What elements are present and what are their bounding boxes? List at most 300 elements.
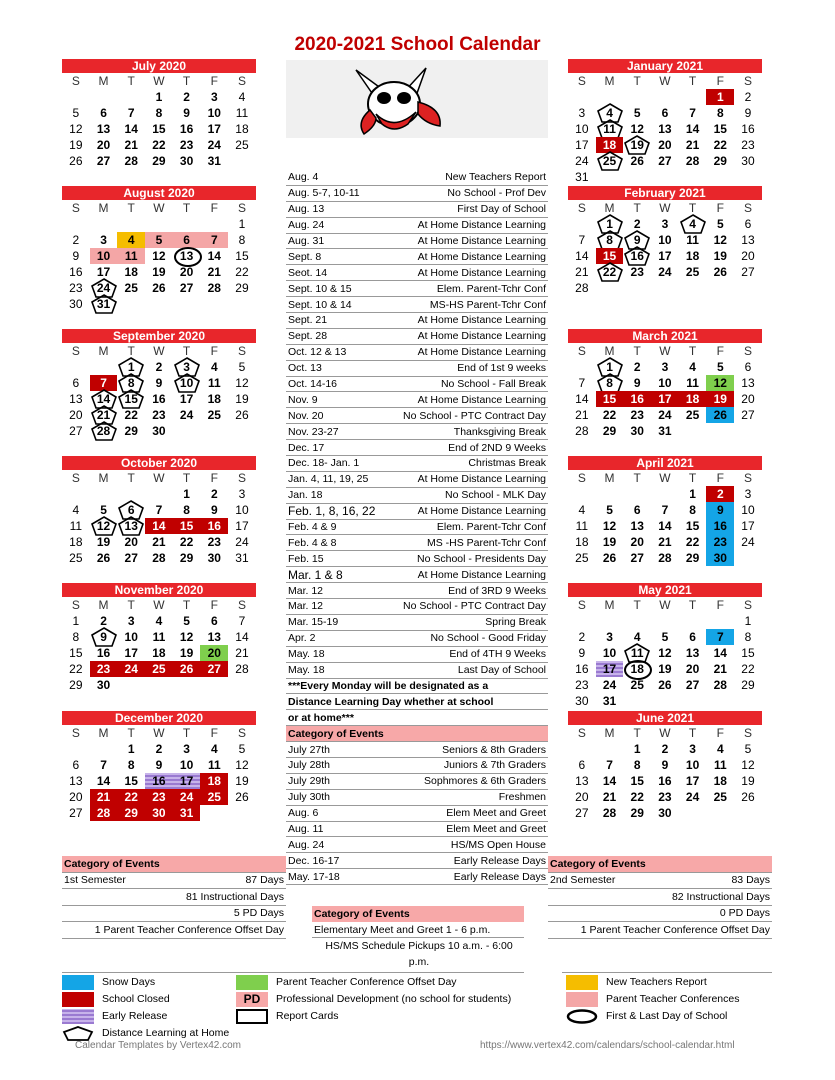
day-cell: 25 (207, 408, 221, 422)
month-header: November 2020 (62, 583, 256, 597)
day-cell: 16 (200, 518, 228, 534)
event-name: No School - Prof Dev (447, 187, 546, 200)
day-cell: 23 (630, 408, 644, 422)
day-cell (623, 613, 651, 629)
day-cell (62, 741, 90, 757)
weekday-label: F (210, 471, 218, 485)
day-cell: 1 (127, 742, 135, 756)
day-cell: 15 (596, 391, 624, 407)
day-cell (596, 821, 624, 837)
day-cell: 18 (207, 392, 221, 406)
event-date: Sept. 28 (288, 330, 328, 343)
legend-distance: Distance Learning at Home (102, 1027, 230, 1039)
day-cell (623, 693, 651, 709)
schedule-pickup-row: HS/MS Schedule Pickups 10 a.m. - 6:00 p.m. (325, 940, 513, 968)
day-cell: 31 (602, 694, 617, 708)
day-cell (651, 821, 679, 837)
day-cell: 8 (183, 503, 190, 517)
weekday-label: T (633, 344, 641, 358)
event-name: Elem. Parent-Tchr Conf (436, 521, 546, 534)
event-name: At Home Distance Learning (417, 505, 546, 518)
day-cell: 24 (173, 789, 201, 805)
day-cell: 15 (741, 646, 755, 660)
day-cell (173, 296, 201, 312)
day-cell: 27 (69, 806, 83, 820)
day-cell: 17 (658, 249, 672, 263)
day-cell: 1 (744, 614, 752, 628)
weekday-label: T (182, 726, 191, 740)
weekday-label: F (716, 471, 724, 485)
day-cell: 14 (575, 249, 589, 263)
day-cell: 22 (685, 535, 700, 549)
day-cell: 17 (179, 392, 194, 406)
day-cell: 30 (145, 805, 173, 821)
day-cell: 12 (658, 646, 672, 660)
weekday-label: M (604, 344, 615, 358)
day-cell: 6 (173, 232, 201, 248)
weekday-label: T (182, 74, 191, 88)
day-cell: 10 (235, 503, 249, 517)
day-cell: 30 (575, 694, 589, 708)
day-cell: 27 (658, 154, 672, 168)
month-calendar (62, 186, 256, 312)
day-cell: 17 (575, 138, 589, 152)
event-name: Last Day of School (457, 664, 546, 677)
day-cell (568, 439, 596, 455)
day-cell: 10 (575, 122, 589, 136)
day-cell: 12 (69, 122, 83, 136)
month-calendar (62, 583, 256, 709)
day-cell (173, 216, 201, 232)
event-name: No School - PTC Contract Day (403, 600, 546, 613)
weekday-label: T (182, 201, 191, 215)
day-cell: 7 (200, 232, 228, 248)
day-cell: 2 (633, 217, 641, 231)
day-cell: 26 (152, 281, 166, 295)
month-calendar (568, 711, 762, 837)
day-cell: 11 (152, 630, 166, 644)
day-cell (228, 439, 256, 455)
day-cell: 6 (744, 217, 752, 231)
day-cell: 20 (575, 790, 589, 804)
day-cell: 4 (72, 503, 80, 517)
weekday-label: S (577, 201, 586, 215)
semester-days: 87 Days (245, 874, 284, 887)
day-cell: 17 (96, 265, 111, 279)
event-name: MS-HS Parent-Tchr Conf (429, 298, 546, 311)
day-cell (90, 693, 118, 709)
day-cell (596, 169, 624, 185)
weekday-label: S (743, 201, 752, 215)
event-row (286, 679, 548, 695)
day-cell: 17 (207, 122, 221, 136)
event-name: End of 2ND 9 Weeks (448, 441, 546, 454)
day-cell (568, 296, 596, 312)
day-cell (62, 216, 90, 232)
day-cell: 12 (741, 758, 755, 772)
day-cell: 30 (706, 550, 734, 566)
day-cell: 23 (741, 138, 755, 152)
day-cell: 13 (69, 774, 83, 788)
event-date: Feb. 4 & 8 (288, 536, 337, 549)
day-cell: 4 (633, 630, 641, 644)
weekday-label: S (237, 726, 246, 740)
day-cell: 15 (152, 122, 166, 136)
day-cell: 1 (155, 90, 163, 104)
day-cell (173, 677, 201, 693)
weekday-label: W (153, 726, 165, 740)
day-cell: 27 (741, 408, 755, 422)
weekday-label: W (153, 344, 165, 358)
day-cell: 12 (90, 518, 118, 534)
event-row (286, 218, 548, 234)
day-cell (145, 693, 173, 709)
day-cell: 10 (90, 248, 118, 264)
day-cell: 13 (117, 518, 145, 534)
day-cell (651, 439, 679, 455)
weekday-label: T (633, 74, 641, 88)
day-cell (145, 677, 173, 693)
day-cell (200, 216, 228, 232)
event-date: Distance Learning Day whether at school (288, 695, 494, 708)
day-cell: 23 (630, 265, 644, 279)
event-date: Nov. 9 (288, 393, 318, 406)
day-cell: 12 (235, 376, 249, 390)
event-row (286, 567, 548, 583)
day-cell (623, 280, 651, 296)
day-cell: 15 (630, 774, 644, 788)
day-cell: 30 (630, 424, 644, 438)
day-cell: 3 (661, 217, 669, 231)
event-row (286, 631, 548, 647)
day-cell: 2 (744, 90, 752, 104)
day-cell: 15 (124, 774, 138, 788)
day-cell: 14 (90, 391, 118, 407)
day-cell: 27 (96, 154, 111, 168)
month-header: January 2021 (568, 59, 762, 73)
weekday-label: S (577, 344, 586, 358)
day-cell: 21 (124, 138, 138, 152)
legend-new-teachers: New Teachers Report (606, 976, 707, 988)
day-cell: 26 (235, 790, 249, 804)
day-cell (90, 741, 118, 757)
day-cell: 18 (685, 249, 700, 263)
day-cell (706, 566, 734, 582)
day-cell: 2 (155, 360, 163, 374)
day-cell: 21 (713, 662, 727, 676)
day-cell (679, 821, 707, 837)
month-header: October 2020 (62, 456, 256, 470)
day-cell: 3 (210, 90, 218, 104)
day-cell: 15 (69, 646, 83, 660)
events-list (286, 170, 548, 885)
day-cell: 31 (658, 424, 672, 438)
day-cell: 24 (179, 408, 194, 422)
day-cell: 25 (575, 551, 589, 565)
day-cell: 5 (633, 106, 641, 120)
day-cell: 5 (238, 360, 246, 374)
event-date: Mar. 12 (288, 600, 324, 613)
footer-url[interactable]: https://www.vertex42.com/calendars/school-calendar.html (480, 1040, 735, 1051)
day-cell (62, 359, 90, 375)
event-row (286, 535, 548, 551)
day-cell: 6 (689, 630, 696, 644)
weekday-label: F (210, 74, 218, 88)
event-name: At Home Distance Learning (417, 235, 546, 247)
day-cell: 5 (183, 614, 190, 628)
event-row (286, 647, 548, 663)
day-cell (228, 677, 256, 693)
day-cell (679, 566, 707, 582)
day-cell: 4 (210, 742, 218, 756)
day-cell: 25 (713, 790, 727, 804)
day-cell: 19 (602, 535, 617, 549)
day-cell: 9 (183, 106, 190, 120)
event-date: Aug. 13 (288, 203, 325, 216)
day-cell: 14 (575, 392, 589, 406)
event-date: Mar. 1 & 8 (288, 567, 343, 582)
day-cell: 22 (630, 790, 644, 804)
weekday-label: W (659, 598, 671, 612)
weekday-label: T (182, 471, 191, 485)
day-cell: 1 (633, 742, 641, 756)
day-cell: 22 (235, 265, 249, 279)
event-row (286, 234, 548, 250)
day-cell: 12 (713, 233, 727, 247)
event-date: Dec. 18- Jan. 1 (288, 457, 360, 470)
event-name: Early Release Days (453, 854, 546, 867)
day-cell (568, 566, 596, 582)
day-cell: 18 (152, 646, 166, 660)
event-date: Sept. 10 & 15 (288, 282, 352, 295)
second-semester-summary (548, 856, 772, 939)
event-row (286, 599, 548, 615)
day-cell: 25 (235, 138, 249, 152)
day-cell (90, 169, 118, 185)
day-cell: 24 (658, 408, 672, 422)
day-cell: 24 (685, 790, 700, 804)
day-cell: 20 (96, 138, 111, 152)
day-cell: 6 (633, 503, 641, 517)
day-cell: 12 (602, 519, 617, 533)
day-cell (173, 169, 201, 185)
month-calendar (568, 583, 762, 709)
day-cell: 1 (183, 487, 190, 501)
day-cell: 28 (124, 154, 138, 168)
category-label: Category of Events (550, 857, 646, 870)
day-cell: 10 (207, 106, 221, 120)
day-cell (679, 805, 707, 821)
event-name: At Home Distance Learning (417, 250, 546, 263)
event-row (286, 265, 548, 281)
day-cell (117, 296, 145, 312)
day-cell: 7 (578, 233, 586, 247)
ptc-swatch (566, 992, 598, 1007)
day-cell (596, 439, 624, 455)
day-cell (228, 153, 256, 169)
event-name: End of 4TH 9 Weeks (449, 648, 546, 661)
legend-first-last: First & Last Day of School (606, 1010, 728, 1022)
day-cell (117, 486, 145, 502)
footer-credit[interactable]: Calendar Templates by Vertex42.com (75, 1040, 242, 1051)
instructional-days: 82 Instructional Days (671, 890, 770, 903)
day-cell: 7 (578, 376, 586, 390)
weekday-label: T (633, 201, 641, 215)
day-cell: 19 (235, 392, 249, 406)
day-cell: 3 (238, 487, 246, 501)
day-cell: 20 (658, 138, 672, 152)
day-cell (596, 280, 624, 296)
event-row (286, 853, 548, 869)
day-cell: 13 (575, 774, 589, 788)
event-date: Nov. 23-27 (288, 425, 339, 438)
weekday-label: F (716, 726, 724, 740)
weekday-label: S (71, 726, 80, 740)
day-cell: 21 (207, 265, 221, 279)
day-cell (90, 439, 118, 455)
snow-days-swatch (62, 975, 94, 990)
event-name: New Teachers Report (445, 171, 546, 184)
day-cell: 28 (602, 806, 617, 820)
day-cell: 25 (124, 281, 138, 295)
pentagon-icon (62, 1026, 94, 1041)
event-row (286, 726, 548, 742)
event-name: At Home Distance Learning (417, 568, 546, 581)
event-date: Aug. 4 (288, 171, 319, 184)
day-cell: 3 (578, 106, 586, 120)
event-date: Category of Events (288, 727, 384, 740)
day-cell: 26 (713, 265, 727, 279)
day-cell (596, 613, 624, 629)
day-cell (706, 439, 734, 455)
event-name: End of 1st 9 weeks (457, 362, 546, 375)
day-cell: 9 (578, 646, 586, 660)
event-date: Oct. 14-16 (288, 378, 338, 391)
day-cell: 8 (72, 630, 80, 644)
event-row (286, 822, 548, 838)
month-calendar (568, 329, 762, 455)
day-cell: 7 (100, 758, 107, 772)
day-cell: 13 (173, 248, 201, 264)
day-cell: 27 (575, 806, 589, 820)
day-cell: 10 (179, 758, 194, 772)
day-cell: 12 (179, 630, 194, 644)
day-cell: 15 (235, 249, 249, 263)
day-cell: 14 (207, 249, 221, 263)
day-cell (145, 169, 173, 185)
day-cell: 6 (744, 360, 752, 374)
day-cell: 21 (235, 646, 249, 660)
day-cell (228, 169, 256, 185)
day-cell: 14 (713, 646, 727, 660)
day-cell: 9 (90, 629, 118, 645)
day-cell: 10 (173, 375, 201, 391)
day-cell (200, 693, 228, 709)
day-cell: 7 (155, 503, 163, 517)
day-cell: 25 (145, 661, 173, 677)
day-cell: 19 (658, 662, 672, 676)
weekday-label: T (182, 598, 191, 612)
day-cell: 2 (661, 742, 669, 756)
day-cell (734, 566, 762, 582)
day-cell: 23 (152, 408, 166, 422)
day-cell: 19 (69, 138, 83, 152)
day-cell: 19 (179, 646, 194, 660)
event-name: MS -HS Parent-Tchr Conf (426, 536, 546, 549)
weekday-label: S (71, 201, 80, 215)
event-row (286, 504, 548, 520)
day-cell: 11 (69, 519, 83, 533)
event-name: Thanksgiving Break (453, 425, 546, 438)
weekday-label: W (659, 344, 671, 358)
day-cell: 21 (90, 407, 118, 423)
day-cell: 18 (679, 391, 707, 407)
day-cell: 10 (741, 503, 755, 517)
day-cell: 27 (124, 551, 138, 565)
day-cell: 3 (661, 360, 669, 374)
day-cell (145, 821, 173, 837)
day-cell: 11 (575, 519, 589, 533)
day-cell: 29 (124, 424, 138, 438)
legend-early: Early Release (102, 1010, 168, 1022)
day-cell: 31 (173, 805, 201, 821)
day-cell: 27 (685, 678, 700, 692)
day-cell (679, 439, 707, 455)
day-cell: 27 (179, 281, 194, 295)
event-row (286, 281, 548, 297)
day-cell (145, 566, 173, 582)
day-cell: 25 (685, 265, 700, 279)
day-cell (568, 359, 596, 375)
day-cell: 16 (658, 774, 672, 788)
event-row (286, 249, 548, 265)
day-cell: 18 (596, 137, 624, 153)
day-cell (706, 613, 734, 629)
day-cell: 3 (606, 630, 613, 644)
day-cell (228, 423, 256, 439)
month-header: December 2020 (62, 711, 256, 725)
day-cell: 21 (602, 790, 617, 804)
event-date: Seot. 14 (288, 266, 328, 279)
weekday-label: M (98, 344, 109, 358)
day-cell: 23 (575, 678, 589, 692)
day-cell: 14 (235, 630, 249, 644)
event-row (286, 551, 548, 567)
day-cell: 2 (210, 487, 218, 501)
day-cell: 18 (124, 265, 138, 279)
mascot-logo (286, 60, 548, 138)
event-date: May. 18 (288, 664, 325, 677)
day-cell (596, 741, 624, 757)
day-cell: 10 (124, 630, 138, 644)
day-cell (734, 439, 762, 455)
day-cell: 14 (602, 774, 617, 788)
ptc-offset-swatch (236, 975, 268, 990)
event-date: Jan. 4, 11, 19, 25 (288, 473, 369, 486)
day-cell: 8 (744, 630, 752, 644)
day-cell: 20 (741, 392, 755, 406)
semester-label: 2nd Semester (550, 874, 616, 887)
day-cell (706, 296, 734, 312)
category-label: Category of Events (64, 857, 160, 870)
month-calendar (62, 59, 256, 185)
day-cell: 15 (685, 519, 700, 533)
day-cell (145, 296, 173, 312)
day-cell: 11 (235, 106, 249, 120)
event-row (286, 488, 548, 504)
day-cell (679, 280, 707, 296)
weekday-label: M (98, 201, 109, 215)
